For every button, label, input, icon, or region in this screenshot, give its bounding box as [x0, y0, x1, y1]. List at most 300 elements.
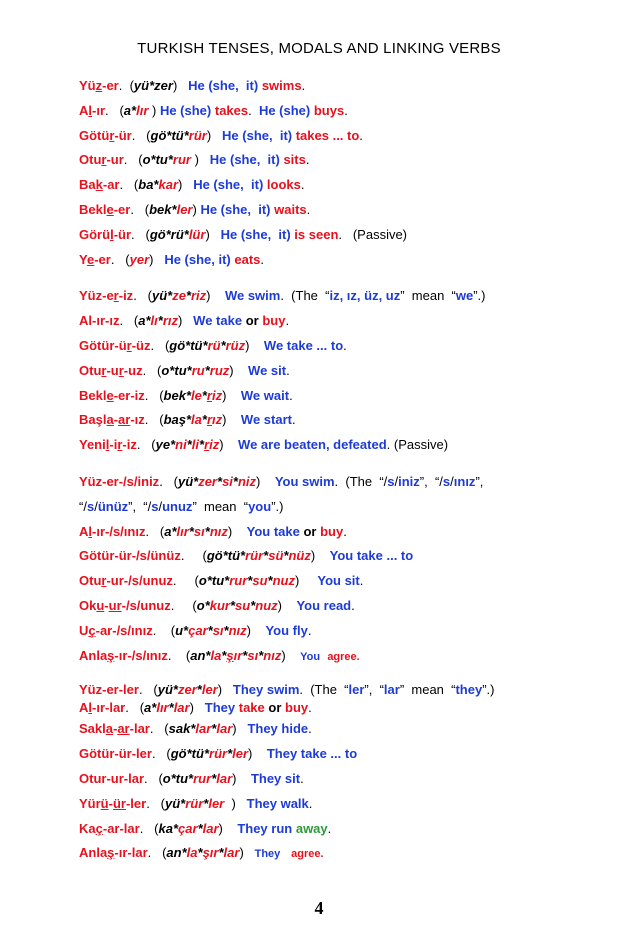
- text-segment: a*: [164, 523, 177, 539]
- text-segment: l: [88, 102, 93, 118]
- text-segment: -ır-/s/ınız: [92, 523, 146, 539]
- text-segment: yer: [129, 251, 150, 267]
- text-segment: a*: [138, 313, 151, 329]
- conjugation-line: [79, 644, 619, 670]
- conjugation-line: [79, 699, 619, 717]
- conjugation-line: [79, 742, 619, 767]
- text-segment: *: [211, 770, 217, 786]
- text-segment: rur: [172, 152, 191, 168]
- text-segment: r: [101, 573, 107, 589]
- text-segment: baş*: [163, 412, 192, 428]
- text-segment: *: [267, 573, 273, 589]
- text-segment: /: [158, 498, 163, 514]
- text-segment: su: [252, 573, 268, 589]
- conjugation-line: [79, 309, 619, 334]
- text-segment: ): [245, 337, 264, 353]
- conjugation-line: [79, 433, 619, 458]
- text-segment: rur: [229, 573, 248, 589]
- text-segment: -üz: [131, 337, 151, 353]
- text-segment: *: [227, 746, 233, 762]
- text-segment: lar: [195, 721, 212, 737]
- text-segment: .: [285, 313, 290, 329]
- text-segment: yü*: [151, 288, 173, 304]
- text-segment: Götür-ü: [79, 337, 127, 353]
- text-segment: . (: [130, 201, 150, 217]
- text-segment: nız: [209, 523, 228, 539]
- text-segment: buy: [285, 700, 309, 716]
- text-segment: He (she, it): [200, 201, 275, 217]
- text-segment: . (: [150, 337, 170, 353]
- text-segment: ): [206, 127, 223, 143]
- text-segment: yü: [133, 78, 150, 93]
- text-segment: You sit: [317, 573, 360, 589]
- text-segment: Anla: [79, 845, 108, 861]
- text-segment: çar: [188, 622, 208, 638]
- text-segment: sü: [268, 548, 284, 564]
- text-segment: kar: [158, 177, 179, 193]
- text-segment: Götür-ür-ler: [79, 746, 152, 762]
- text-segment: *: [203, 795, 209, 811]
- conjugation-line: [79, 99, 619, 124]
- text-segment: -i: [109, 437, 118, 453]
- text-segment: buys: [313, 102, 345, 118]
- text-segment: rür: [245, 548, 264, 564]
- text-segment: Ba: [79, 177, 96, 193]
- text-segment: Görü: [79, 226, 111, 242]
- text-segment: ç: [95, 820, 103, 836]
- text-segment: ş: [107, 845, 115, 861]
- text-segment: They hide: [247, 721, 309, 737]
- text-segment: We wait: [240, 387, 290, 403]
- text-segment: is seen: [294, 226, 339, 242]
- text-segment: ): [232, 770, 251, 786]
- text-segment: iz: [209, 437, 220, 453]
- text-segment: lır: [156, 700, 169, 716]
- text-segment: k: [95, 177, 103, 193]
- text-segment: ”, “/: [419, 473, 443, 489]
- text-segment: rüz: [225, 337, 246, 353]
- conjugation-line: [79, 619, 619, 644]
- text-segment: .: [305, 152, 310, 168]
- text-segment: ler: [176, 201, 193, 217]
- text-segment: *: [217, 473, 223, 489]
- text-segment: su: [235, 597, 251, 613]
- text-segment: You swim: [274, 473, 335, 489]
- text-segment: *: [157, 313, 163, 329]
- text-segment: s: [387, 473, 395, 489]
- text-segment: r: [113, 288, 119, 304]
- text-segment: zer: [154, 78, 173, 93]
- text-segment: ” mean “: [399, 682, 456, 698]
- text-segment: agree.: [327, 650, 360, 663]
- text-segment: -ur: [106, 152, 124, 168]
- text-segment: lır: [176, 523, 189, 539]
- text-segment: -er: [102, 78, 119, 93]
- text-segment: .: [359, 127, 363, 143]
- text-segment: He (she, it): [164, 251, 235, 267]
- text-segment: -ur-/s/unuz: [106, 573, 173, 589]
- text-segment: ): [277, 597, 297, 613]
- text-segment: ): [206, 288, 225, 304]
- text-segment: o*tu*: [161, 362, 192, 378]
- text-segment: Yü: [79, 78, 96, 93]
- text-segment: ): [232, 721, 248, 737]
- text-segment: Ka: [79, 820, 96, 836]
- text-segment: . (: [147, 845, 167, 861]
- text-segment: *: [232, 473, 238, 489]
- text-segment: . (: [151, 746, 171, 762]
- text-segment: . (: [131, 226, 150, 242]
- conjugation-line: [79, 198, 619, 223]
- conjugation-line: [79, 408, 619, 433]
- text-segment: you: [248, 498, 272, 514]
- text-segment: ler: [232, 746, 249, 762]
- text-segment: agree.: [291, 848, 324, 861]
- text-segment: ): [248, 746, 267, 762]
- text-segment: -er: [113, 201, 131, 217]
- text-segment: Anla: [79, 647, 108, 663]
- text-segment: *: [188, 523, 194, 539]
- text-segment: ): [310, 548, 330, 564]
- text-segment: .: [308, 795, 313, 811]
- text-segment: Y: [79, 251, 87, 267]
- text-segment: . (: [123, 152, 143, 168]
- text-segment: .: [343, 337, 347, 353]
- text-segment: ): [227, 523, 247, 539]
- text-segment: *: [220, 337, 226, 353]
- text-segment: rür: [188, 127, 207, 143]
- text-segment: ”.): [271, 498, 284, 514]
- text-segment: You take: [246, 523, 300, 539]
- text-segment: -ler: [125, 795, 147, 811]
- text-segment: ru: [191, 362, 205, 378]
- text-segment: Ok: [79, 597, 97, 613]
- text-segment: ”.): [473, 288, 486, 304]
- text-segment: a: [106, 412, 114, 428]
- text-segment: gö*tü*: [170, 746, 210, 762]
- text-segment: .: [286, 362, 290, 378]
- text-segment: *: [201, 387, 207, 403]
- text-segment: they: [455, 682, 483, 698]
- text-segment: . (: [152, 622, 176, 638]
- text-segment: .: [308, 700, 312, 716]
- text-segment: takes: [214, 102, 249, 118]
- text-segment: an*: [190, 647, 211, 663]
- text-segment: ): [256, 473, 275, 489]
- text-segment: A: [79, 700, 89, 716]
- conjugation-line: [79, 148, 619, 173]
- text-segment: away: [295, 820, 328, 836]
- text-segment: He (she, it): [188, 78, 262, 93]
- text-segment: ): [222, 387, 241, 403]
- text-segment: kur: [209, 597, 230, 613]
- text-segment: *: [221, 647, 227, 663]
- text-segment: l: [88, 700, 93, 716]
- text-segment: He (she, it): [220, 226, 295, 242]
- text-segment: . (: [144, 770, 163, 786]
- text-segment: They: [204, 700, 236, 716]
- text-segment: He (she, it): [209, 152, 284, 168]
- text-segment: They sit: [250, 770, 301, 786]
- conjugation-line: [79, 792, 619, 817]
- text-segment: ): [192, 201, 201, 217]
- text-segment: bek*: [163, 387, 192, 403]
- text-segment: -iz: [122, 437, 137, 453]
- text-segment: -iz: [118, 288, 134, 304]
- text-segment: *: [218, 845, 224, 861]
- text-segment: -lar: [129, 721, 150, 737]
- page-header: TURKISH TENSES, MODALS AND LINKING VERBS: [137, 40, 501, 57]
- text-segment: . (: [167, 647, 191, 663]
- text-segment: You read: [296, 597, 352, 613]
- text-segment: . (: [170, 597, 197, 613]
- text-segment: s: [151, 498, 159, 514]
- conjugation-line: [79, 520, 619, 545]
- text-segment: si: [222, 473, 233, 489]
- text-segment: ): [219, 437, 239, 453]
- text-segment: ”, “/: [128, 498, 152, 514]
- text-segment: ): [148, 102, 160, 118]
- text-segment: *: [186, 437, 192, 453]
- text-segment: sı: [247, 647, 259, 663]
- text-segment: a*: [144, 700, 157, 716]
- text-segment: buy: [320, 523, 344, 539]
- text-segment: ş: [107, 647, 115, 663]
- text-segment: . (: [142, 362, 162, 378]
- conjugation-line: [79, 817, 619, 842]
- text-segment: .: [300, 177, 305, 193]
- text-segment: le: [191, 387, 202, 403]
- text-segment: l: [88, 523, 93, 539]
- text-segment: .: [291, 412, 296, 428]
- text-segment: . (: [149, 721, 169, 737]
- text-segment: iniz: [398, 473, 420, 489]
- text-segment: ): [149, 251, 165, 267]
- text-segment: We start: [240, 412, 292, 428]
- text-segment: s: [442, 473, 451, 489]
- text-segment: -ır-lar: [114, 845, 148, 861]
- text-segment: rız: [162, 313, 178, 329]
- text-segment: They: [254, 848, 281, 861]
- text-segment: ye*: [155, 437, 176, 453]
- text-segment: .: [327, 820, 332, 836]
- text-segment: gö*tü*: [150, 127, 189, 143]
- text-segment: Götü: [79, 127, 110, 143]
- text-segment: zer: [198, 473, 217, 489]
- text-segment: take: [238, 700, 265, 716]
- text-segment: . (: [172, 573, 199, 589]
- text-segment: yü*: [164, 795, 186, 811]
- text-segment: He (she): [258, 102, 314, 118]
- text-segment: ba*: [138, 177, 159, 193]
- text-segment: .: [300, 770, 304, 786]
- text-segment: iz: [211, 387, 223, 403]
- text-segment: r: [126, 337, 132, 353]
- text-segment: . (: [159, 473, 178, 489]
- text-segment: -: [108, 795, 113, 811]
- text-segment: *: [250, 597, 256, 613]
- text-segment: lı: [150, 313, 158, 329]
- text-segment: lar: [216, 770, 233, 786]
- text-segment: sı: [193, 523, 205, 539]
- text-segment: . (The “: [299, 682, 349, 698]
- text-segment: looks: [266, 177, 301, 193]
- text-segment: lar: [216, 721, 233, 737]
- text-segment: l: [110, 226, 114, 242]
- conjugation-line: [79, 841, 619, 867]
- text-segment: Yüz-er-/s/iniz: [79, 473, 160, 489]
- text-segment: ür: [112, 795, 126, 811]
- text-segment: rür: [209, 746, 228, 762]
- text-segment: *: [204, 362, 210, 378]
- text-segment: ü: [100, 795, 109, 811]
- text-segment: ni: [175, 437, 187, 453]
- text-segment: . (: [105, 102, 124, 118]
- text-segment: ”,: [475, 473, 484, 489]
- text-segment: *: [185, 288, 191, 304]
- text-segment: He (she): [159, 102, 215, 118]
- text-segment: ler: [208, 795, 225, 811]
- text-segment: buy: [262, 313, 286, 329]
- text-segment: -ür: [113, 226, 132, 242]
- text-segment: Otu: [79, 362, 102, 378]
- text-segment: ka*: [158, 820, 179, 836]
- text-segment: *: [211, 721, 217, 737]
- text-segment: ız: [212, 412, 223, 428]
- text-segment: or: [264, 700, 285, 716]
- text-segment: ar: [118, 412, 131, 428]
- text-segment: . (Passive): [386, 437, 449, 453]
- text-segment: ): [281, 647, 301, 663]
- conjugation-line: [79, 173, 619, 198]
- text-segment: rü: [207, 337, 221, 353]
- conjugation-line: [79, 569, 619, 594]
- text-segment: *: [196, 682, 202, 698]
- text-segment: -ar: [102, 177, 120, 193]
- conjugation-line: [79, 359, 619, 384]
- text-segment: lar: [383, 682, 400, 698]
- text-segment: r: [118, 362, 124, 378]
- conjugation-line: [79, 470, 619, 495]
- text-segment: .: [308, 721, 312, 737]
- text-segment: ): [239, 845, 255, 861]
- text-segment: ş: [226, 647, 234, 663]
- text-segment: .: [306, 201, 311, 217]
- text-segment: *: [229, 597, 236, 613]
- text-segment: a: [105, 721, 113, 737]
- text-segment: *: [263, 548, 269, 564]
- text-segment: yü*: [157, 682, 178, 698]
- text-segment: *: [242, 647, 248, 663]
- text-segment: . (: [146, 795, 165, 811]
- text-segment: We swim: [224, 288, 281, 304]
- text-segment: He (she, it): [222, 127, 296, 143]
- text-segment: çar: [178, 820, 198, 836]
- text-segment: r: [206, 412, 213, 428]
- text-segment: r: [109, 127, 115, 143]
- conjugation-line: [79, 74, 619, 99]
- text-segment: .: [343, 523, 347, 539]
- text-segment: takes ... to: [295, 127, 360, 143]
- text-segment: eats: [234, 251, 261, 267]
- conjugation-line: [79, 544, 619, 569]
- text-segment: r: [204, 437, 210, 453]
- text-segment: They walk: [246, 795, 309, 811]
- text-segment: zer: [177, 682, 197, 698]
- conjugation-line: [79, 284, 619, 309]
- text-segment: sits: [283, 152, 306, 168]
- text-segment: You fly: [265, 622, 308, 638]
- text-segment: We take: [193, 313, 243, 329]
- text-segment: Al-ır-ız: [79, 313, 120, 329]
- text-segment: unuz: [162, 498, 193, 514]
- text-segment: . (: [136, 437, 156, 453]
- text-segment: ): [205, 226, 221, 242]
- text-segment: . (: [118, 78, 134, 93]
- text-segment: o*: [196, 597, 210, 613]
- text-segment: -ar-/s/ınız: [95, 622, 153, 638]
- text-segment: Başl: [79, 412, 107, 428]
- text-segment: -ır-/s/ınız: [114, 647, 168, 663]
- text-segment: a*: [123, 102, 137, 118]
- conjugation-line: [79, 681, 619, 699]
- text-segment: -ır: [92, 102, 106, 118]
- text-segment: .: [351, 597, 355, 613]
- conjugation-line: [79, 717, 619, 742]
- text-segment: li: [191, 437, 200, 453]
- text-segment: Sakl: [79, 721, 106, 737]
- text-segment: . (: [139, 820, 159, 836]
- text-segment: bek*: [149, 201, 177, 217]
- conjugation-line: [79, 124, 619, 149]
- text-segment: .: [344, 102, 348, 118]
- conjugation-line: [79, 223, 619, 248]
- text-segment: Götür-ür-/s/ünüz: [79, 548, 181, 564]
- text-segment: Bekl: [79, 387, 107, 403]
- text-segment: ”.): [482, 682, 495, 698]
- text-segment: gö*tü*: [206, 548, 246, 564]
- text-segment: .: [289, 387, 293, 403]
- text-segment: or: [242, 313, 263, 329]
- text-segment: r: [101, 152, 107, 168]
- text-segment: A: [79, 523, 89, 539]
- text-segment: nız: [228, 622, 247, 638]
- text-segment: [280, 845, 291, 860]
- text-segment: .: [307, 622, 312, 638]
- conjugation-line: [79, 495, 619, 520]
- text-segment: ler: [348, 682, 365, 698]
- text-segment: ünüz: [97, 498, 129, 514]
- text-segment: They take ... to: [266, 746, 358, 762]
- text-segment: e: [106, 387, 114, 403]
- text-segment: riz: [191, 288, 207, 304]
- text-segment: /: [394, 473, 399, 489]
- text-segment: . (: [138, 682, 158, 698]
- text-segment: -er: [94, 251, 111, 267]
- text-segment: e: [86, 251, 95, 267]
- text-segment: . (: [119, 177, 139, 193]
- text-segment: -u: [106, 362, 119, 378]
- text-segment: You take ... to: [329, 548, 414, 564]
- conjugation-line: [79, 767, 619, 792]
- text-segment: . (: [180, 548, 207, 564]
- text-segment: z: [95, 78, 103, 93]
- text-segment: lar: [202, 820, 219, 836]
- text-segment: They swim: [232, 682, 300, 698]
- text-segment: *: [258, 647, 264, 663]
- text-segment: /: [94, 498, 98, 514]
- text-segment: nuz: [255, 597, 278, 613]
